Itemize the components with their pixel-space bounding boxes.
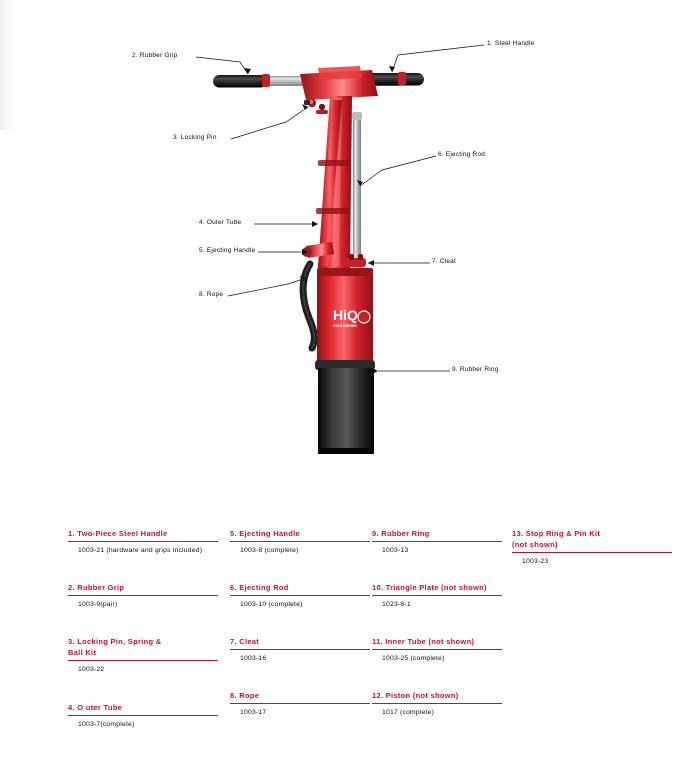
callout-steel-handle: 1. Steel Handle <box>487 40 535 47</box>
rubber-grip-left <box>213 75 267 88</box>
part-title-5: 5. Ejecting Handle <box>230 528 370 542</box>
callout-ejecting-rod: 6. Ejecting Rod <box>438 151 486 158</box>
callout-rubber-ring: 9. Rubber Ring <box>452 366 499 373</box>
part-entry-3 <box>68 636 218 675</box>
part-title-3 <box>68 636 218 661</box>
part-entry-11 <box>372 636 502 664</box>
part-title-9: 9. Rubber Ring <box>372 528 502 542</box>
part-code-6: 1003-10 (complete) <box>240 601 303 608</box>
part-code-9: 1003-13 <box>382 547 409 554</box>
part-entry-9 <box>372 528 502 556</box>
lower-barrel <box>318 368 374 454</box>
part-entry-1 <box>68 528 218 556</box>
part-title-1: 1. Two-Piece Steel Handle <box>68 528 218 542</box>
part-entry-2 <box>68 582 218 610</box>
part-title-4: 4. O uter Tube <box>68 702 218 716</box>
callout-cleat: 7. Cleat <box>432 258 457 265</box>
part-title-7: 7. Cleat <box>230 636 370 650</box>
part-code-5: 1003-8 (complete) <box>240 547 299 554</box>
part-title-3-line1: 3. Locking Pin, Spring & <box>68 637 162 646</box>
part-entry-4 <box>68 702 218 730</box>
callout-ejecting-handle: 5. Ejecting Handle <box>199 247 256 254</box>
callout-outer-tube: 4. Outer Tube <box>199 219 242 226</box>
part-code-7: 1003-16 <box>240 655 267 662</box>
part-code-1: 1003-21 (hardware and grips included) <box>78 547 203 554</box>
part-code-10: 1023-6-1 <box>382 601 411 608</box>
callout-rubber-grip: 2. Rubber Grip <box>132 52 178 59</box>
part-entry-7 <box>230 636 370 664</box>
part-title-11: 11. Inner Tube (not shown) <box>372 636 502 650</box>
parts-list <box>0 512 700 762</box>
product-logo <box>333 307 358 328</box>
part-entry-10 <box>372 582 502 610</box>
part-entry-8 <box>230 690 370 718</box>
part-code-13: 1003-23 <box>522 558 549 565</box>
svg-text:HiQ: HiQ <box>333 307 358 323</box>
ejecting-rod-body <box>353 118 361 270</box>
part-code-2: 1003-9(pair) <box>78 601 118 608</box>
svg-text:HOLE DIGGER: HOLE DIGGER <box>333 324 357 328</box>
callout-locking-pin: 3. Locking Pin <box>173 134 217 141</box>
cleat-body <box>344 258 366 267</box>
part-code-3: 1003-22 <box>78 666 105 673</box>
part-entry-12 <box>372 690 502 718</box>
part-code-11: 1003-25 (complete) <box>382 655 445 662</box>
part-title-6: 6. Ejecting Rod <box>230 582 370 596</box>
part-code-4: 1003-7(complete) <box>78 721 135 728</box>
part-title-3-line2: Ball Kit <box>68 648 97 657</box>
part-entry-6 <box>230 582 370 610</box>
callout-rope: 8. Rope <box>199 291 224 298</box>
part-title-12: 12. Piston (not shown) <box>372 690 502 704</box>
part-entry-5 <box>230 528 370 556</box>
part-entry-13 <box>512 528 672 567</box>
part-title-2: 2. Rubber Grip <box>68 582 218 596</box>
part-title-8: 8. Rope <box>230 690 370 704</box>
part-code-8: 1003-17 <box>240 709 267 716</box>
part-title-13 <box>512 528 672 553</box>
part-title-10: 10. Triangle Plate (not shown) <box>372 582 502 596</box>
part-title-13-line2: (not shown) <box>512 540 558 549</box>
part-code-12: 1017 (complete) <box>382 709 435 716</box>
part-title-13-line1: 13. Stop Ring & Pin Kit <box>512 529 601 538</box>
